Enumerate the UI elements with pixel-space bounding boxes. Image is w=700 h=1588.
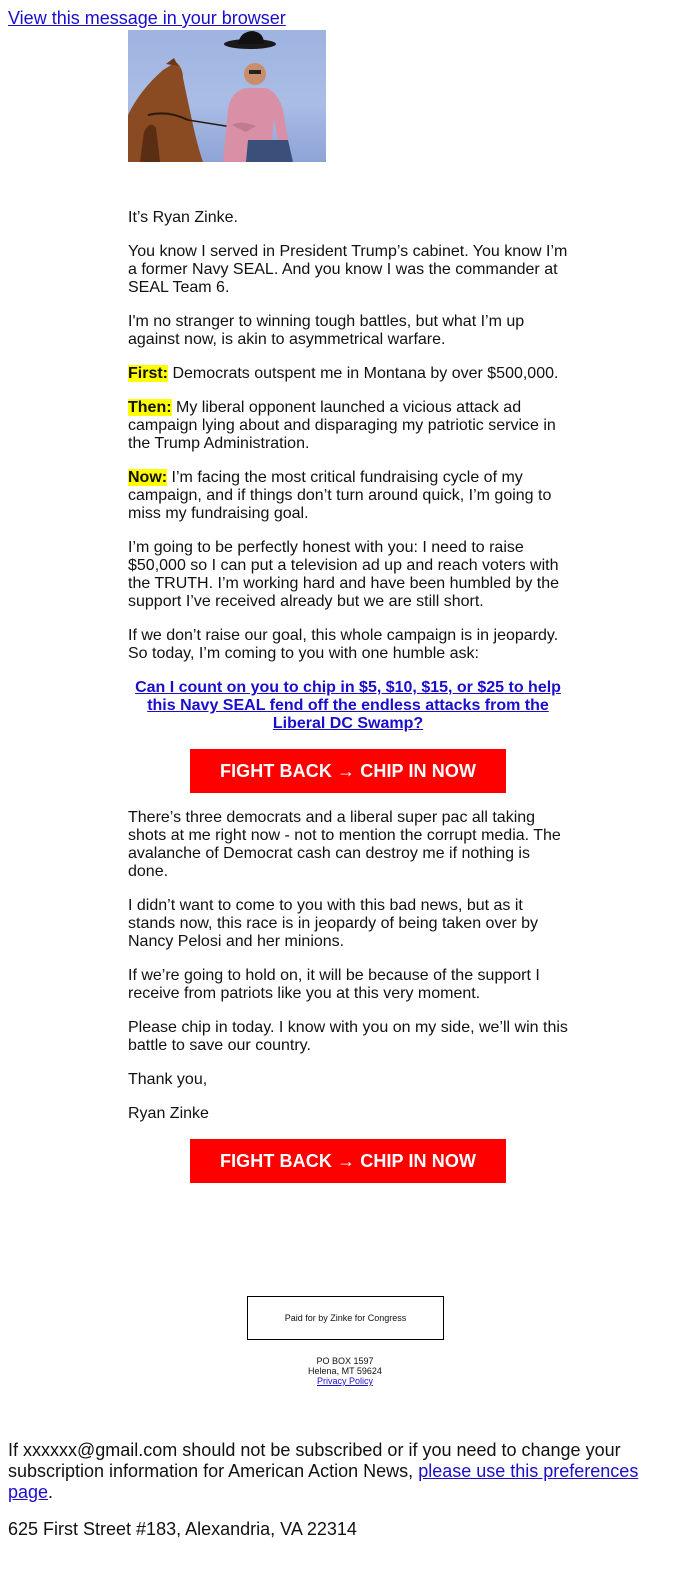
first-label: First: <box>128 365 168 382</box>
paragraph: There’s three democrats and a liberal super pac all taking shots at me right now - not to mention the corrupt media. The avalanche of Democrat cash can destroy me if nothing is done. <box>128 809 561 880</box>
signature: Ryan Zinke <box>128 1105 209 1122</box>
first-text: Democrats outspent me in Montana by over $500,000. <box>168 365 559 382</box>
then-text: My liberal opponent launched a vicious attack ad campaign lying about and disparaging my patriotic service in the Trump Administration. <box>128 399 556 452</box>
unsubscribe-notice <box>8 1440 688 1503</box>
cta-wrapper <box>128 749 568 793</box>
paragraph: If we’re going to hold on, it will be because of the support I receive from patriots like you at this very moment. <box>128 967 540 1002</box>
greeting: It’s Ryan Zinke. <box>128 209 238 226</box>
paragraph: You know I served in President Trump’s cabinet. You know I’m a former Navy SEAL. And you know I was the commander at SEAL Team 6. <box>128 243 568 296</box>
po-box: PO BOX 1597 <box>316 1356 374 1366</box>
donation-ask-link[interactable]: Can I count on you to chip in $5, $10, $15, or $25 to help this Navy SEAL fend off the endless attacks from the Liberal DC Swamp? <box>135 679 561 732</box>
cta-wrapper <box>128 1139 568 1183</box>
ask-paragraph <box>128 679 568 733</box>
signoff: Thank you, <box>128 1071 208 1088</box>
then-label: Then: <box>128 399 172 416</box>
first-point <box>128 365 568 383</box>
horse-rider-photo <box>128 30 326 162</box>
view-in-browser-link[interactable]: View this message in your browser <box>8 8 286 28</box>
city-state: Helena, MT 59624 <box>308 1366 382 1376</box>
period: . <box>48 1482 54 1502</box>
privacy-policy-link[interactable]: Privacy Policy <box>316 1376 373 1386</box>
sender-address: 625 First Street #183, Alexandria, VA 22314 <box>8 1519 357 1539</box>
email-body <box>128 209 568 1199</box>
hero-image <box>128 30 326 162</box>
now-text: I’m facing the most critical fundraising cycle of my campaign, and if things don’t turn around quick, I’m going to miss my fundraising goal. <box>128 469 552 522</box>
paragraph: I'm no stranger to winning tough battles, but what I’m up against now, is akin to asymmetrical warfare. <box>128 313 525 348</box>
chip-in-button[interactable]: FIGHT BACK → CHIP IN NOW <box>190 749 506 793</box>
paragraph: I didn’t want to come to you with this bad news, but as it stands now, this race is in jeopardy of being taken over by Nancy Pelosi and her minions. <box>128 897 539 950</box>
chip-in-button-bottom[interactable]: FIGHT BACK → CHIP IN NOW <box>190 1139 506 1183</box>
preferences-link[interactable]: please use this preferences page <box>8 1461 639 1502</box>
paragraph: If we don’t raise our goal, this whole campaign is in jeopardy. So today, I’m coming to you with one humble ask: <box>128 627 559 662</box>
now-label: Now: <box>128 469 168 486</box>
paragraph: I’m going to be perfectly honest with you: I need to raise $50,000 so I can put a television ad up and reach voters with the TRUTH. I’m working hard and have been humbled by the support I’ve received already but we are still short. <box>128 539 560 610</box>
paid-for-box <box>247 1296 444 1340</box>
paid-for-text: Paid for by Zinke for Congress <box>284 1313 407 1323</box>
now-point <box>128 469 568 523</box>
then-point <box>128 399 568 453</box>
unsubscribe-text: If xxxxxx@gmail.com should not be subscribed or if you need to change your subscription information for American Action News, <box>8 1440 621 1481</box>
subscription-footer <box>8 1440 688 1556</box>
mailing-address <box>0 1356 690 1386</box>
paragraph: Please chip in today. I know with you on my side, we’ll win this battle to save our country. <box>128 1019 568 1054</box>
